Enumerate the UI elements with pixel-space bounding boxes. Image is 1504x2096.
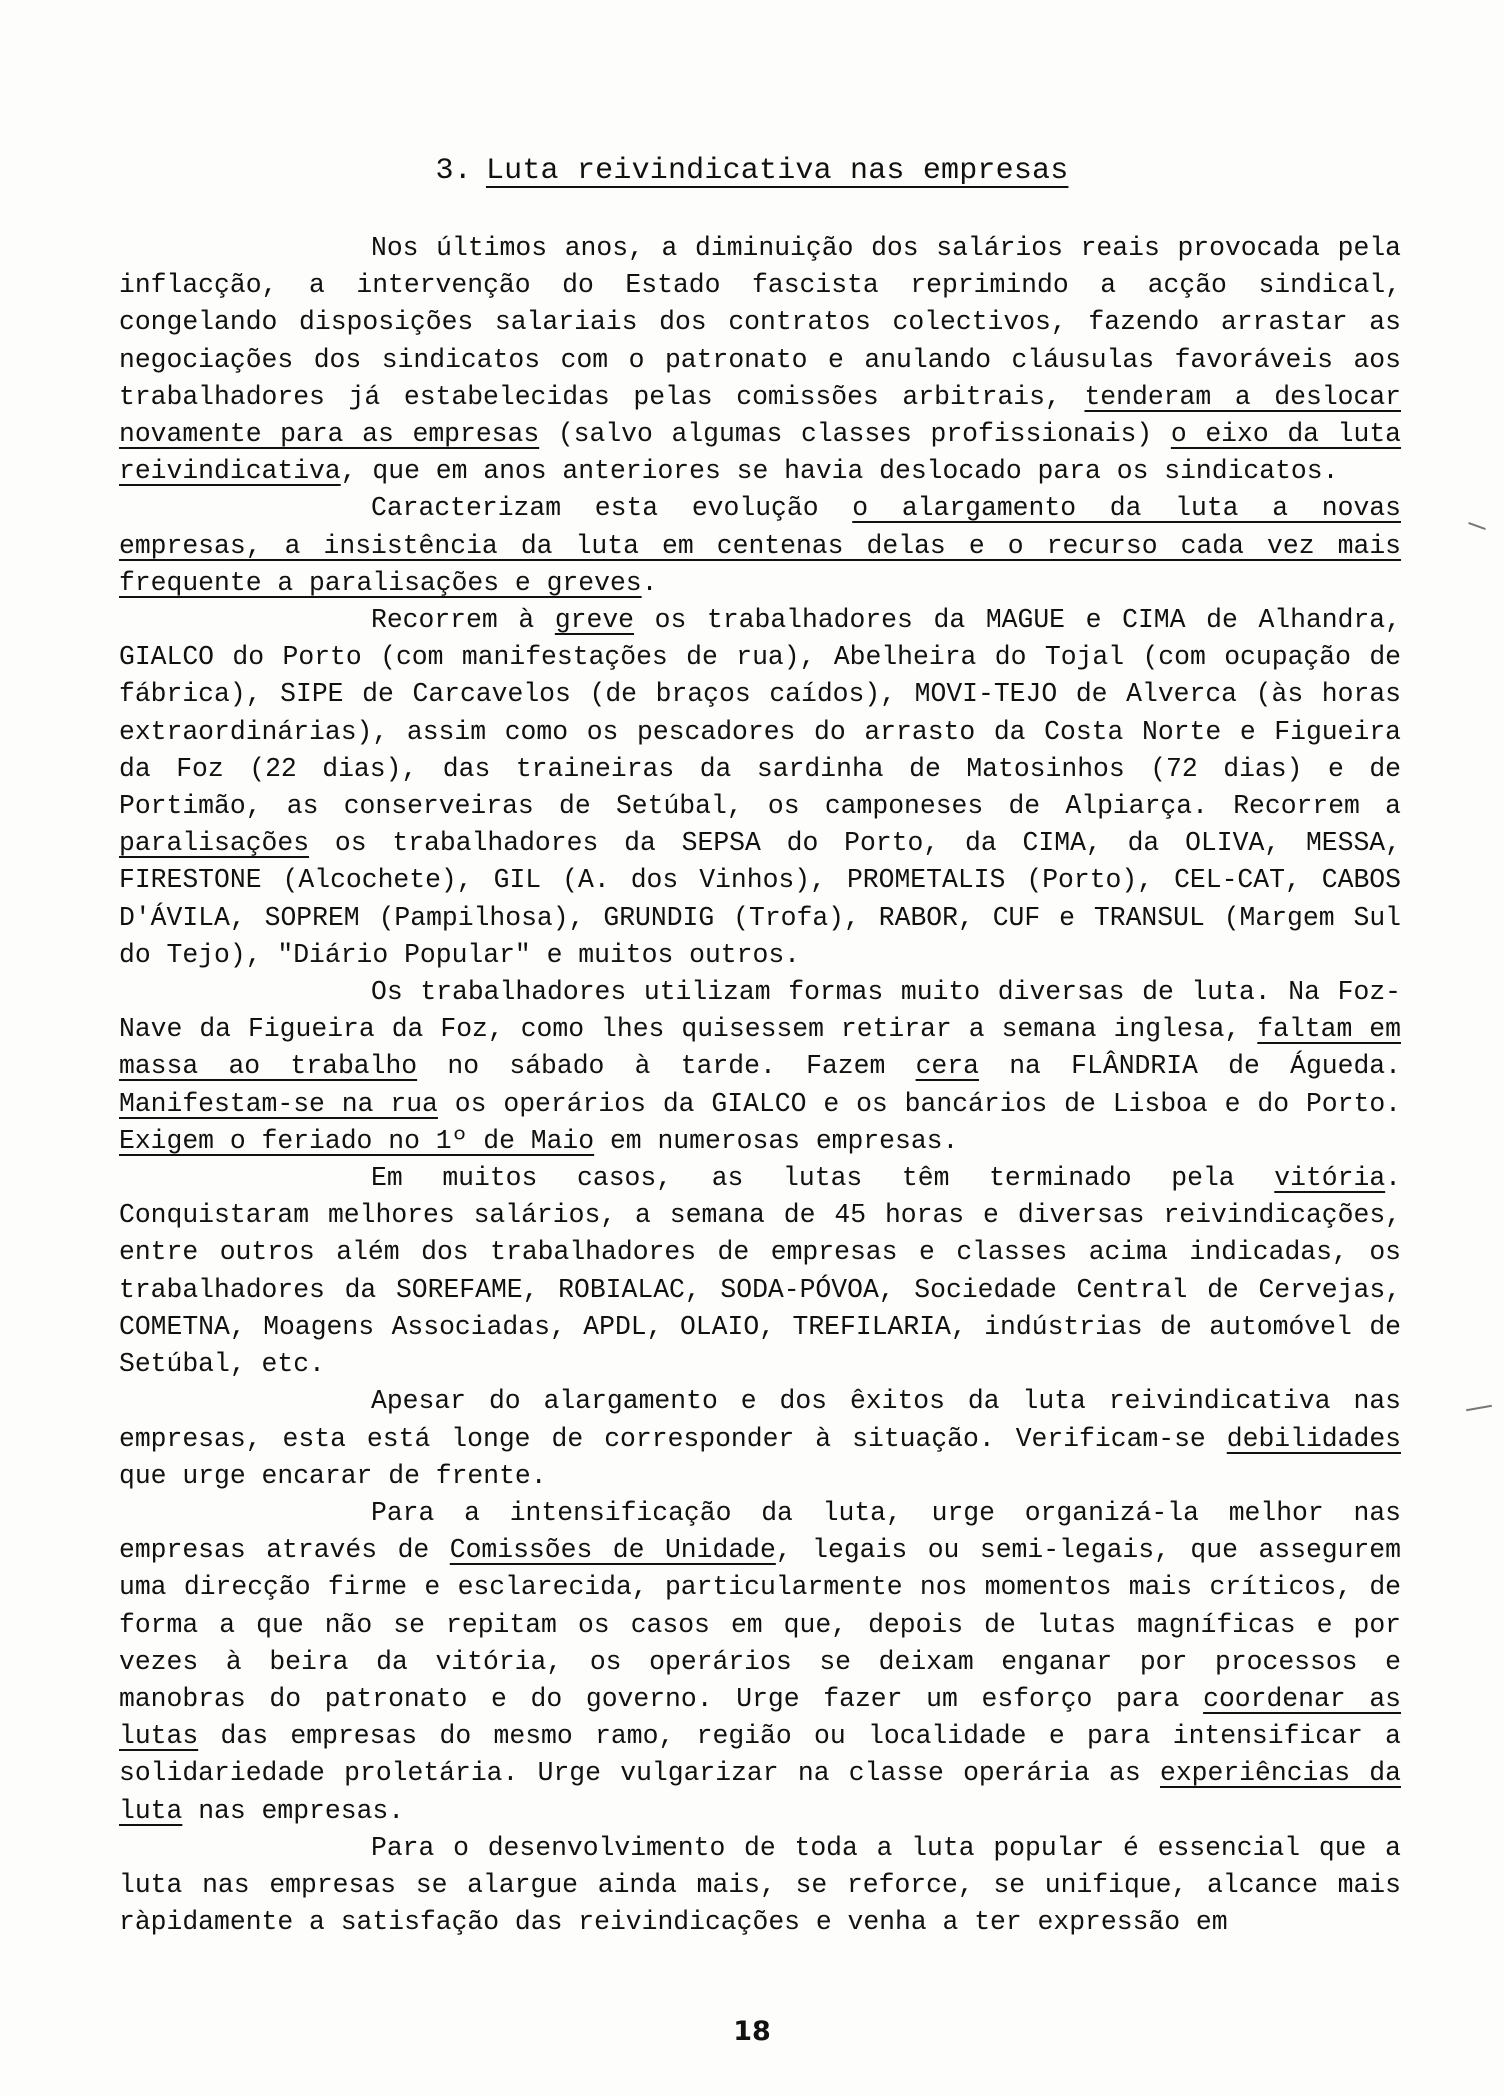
text-run: no sábado à tarde. Fazem bbox=[417, 1051, 916, 1082]
text-run: os trabalhadores da MAGUE e CIMA de Alhandra, GIALCO do Porto (com manifestações de rua), Abelheira do Tojal (com ocupação de fábrica), SIPE de Carcavelos (de braços caídos), MOVI-TEJO de Alverca (às horas extraordinárias), assim como os pescadores do arrasto da Costa Norte e Figueira da Foz (22 dias), das traineiras da sardinha de Matosinhos (72 dias) e de Portimão, as conserveiras de Setúbal, os camponeses de Alpiarça. Recorrem a bbox=[119, 605, 1401, 822]
text-run: , legais ou semi-legais, que assegurem uma direcção firme e esclarecida, particularmente nos momentos mais críticos, de forma a que não se repitam os casos em que, depois de lutas magníficas e por vezes à beira da vitória, os operários se deixam enganar por processos e manobras do patronato e do governo. Urge fazer um esforço para bbox=[119, 1535, 1401, 1714]
paragraph bbox=[119, 230, 1401, 490]
text-run: Recorrem à bbox=[371, 605, 555, 636]
underlined-phrase: o alargamento da luta a novas empresas, a insistência da luta em centenas delas e o recurso cada vez mais frequente a paralisações e greves bbox=[119, 493, 1401, 598]
paragraph bbox=[119, 602, 1401, 974]
text-run: (salvo algumas classes profissionais) bbox=[539, 419, 1171, 450]
underlined-phrase: o eixo da luta reivindicativa bbox=[119, 419, 1401, 487]
text-run: em numerosas empresas. bbox=[594, 1125, 959, 1156]
paragraph bbox=[119, 1160, 1401, 1383]
text-run: Para a intensificação da luta, urge organizá-la melhor nas empresas através de bbox=[119, 1497, 1401, 1566]
text-run: que urge encarar de frente. bbox=[119, 1460, 547, 1491]
underlined-phrase: faltam em massa ao trabalho bbox=[119, 1014, 1401, 1082]
underlined-phrase: Manifestam-se na rua bbox=[119, 1088, 438, 1119]
section-number: 3. bbox=[435, 154, 472, 188]
underlined-phrase: coordenar as lutas bbox=[119, 1683, 1402, 1752]
text-run: Em muitos casos, as lutas têm terminado pela bbox=[371, 1163, 1275, 1194]
body-text bbox=[119, 230, 1401, 1941]
underlined-phrase: paralisações bbox=[119, 828, 310, 859]
underlined-phrase: Exigem o feriado no 1º de Maio bbox=[119, 1125, 595, 1156]
underlined-phrase: cera bbox=[915, 1051, 979, 1082]
text-run: Caracterizam esta evolução bbox=[371, 493, 853, 524]
text-run: Nos últimos anos, a diminuição dos salários reais provocada pela inflacção, a intervenção do Estado fascista reprimindo a acção sindical, congelando disposições salariais dos contratos colectivos, fazendo arrastar as negociações dos sindicatos com o patronato e anulando cláusulas favoráveis aos trabalhadores já estabelecidas pelas comissões arbitrais, bbox=[119, 233, 1401, 412]
margin-mark bbox=[1468, 522, 1486, 530]
section-title: Luta reivindicativa nas empresas bbox=[485, 154, 1069, 188]
text-run: . Conquistaram melhores salários, a semana de 45 horas e diversas reivindicações, entre outros além dos trabalhadores de empresas e classes acima indicadas, os trabalhadores da SOREFAME, ROBIALAC, SODA-PÓVOA, Sociedade Central de Cervejas, COMETNA, Moagens Associadas, APDL, OLAIO, TREFILARIA, indústrias de automóvel de Setúbal, etc. bbox=[119, 1163, 1401, 1380]
text-run: os operários da GIALCO e os bancários de Lisboa e do Porto. bbox=[437, 1088, 1401, 1119]
underlined-phrase: greve bbox=[554, 605, 635, 636]
text-run: Para o desenvolvimento de toda a luta popular é essencial que a luta nas empresas se alargue ainda mais, se reforce, se unifique, alcance mais ràpidamente a satisfação das reivindicações e venha a ter expressão em bbox=[119, 1832, 1401, 1938]
paragraph bbox=[119, 974, 1401, 1160]
margin-mark bbox=[1466, 1405, 1492, 1411]
text-run: das empresas do mesmo ramo, região ou localidade e para intensificar a solidariedade proletária. Urge vulgarizar na classe operária as bbox=[119, 1721, 1401, 1789]
underlined-phrase: experiências da luta bbox=[119, 1758, 1401, 1826]
text-run: nas empresas. bbox=[182, 1795, 405, 1826]
underlined-phrase: tenderam a deslocar novamente para as empresas bbox=[119, 381, 1402, 450]
text-run: . bbox=[641, 567, 658, 598]
underlined-phrase: vitória bbox=[1274, 1163, 1386, 1194]
text-run: , que em anos anteriores se havia deslocado para os sindicatos. bbox=[340, 456, 1339, 487]
paragraph bbox=[119, 1383, 1401, 1495]
paragraph bbox=[119, 1495, 1401, 1830]
text-run: os trabalhadores da SEPSA do Porto, da CIMA, da OLIVA, MESSA, FIRESTONE (Alcochete), GIL (A. dos Vinhos), PROMETALIS (Porto), CEL-CAT, CABOS D'ÁVILA, SOPREM (Pampilhosa), GRUNDIG (Trofa), RABOR, CUF e TRANSUL (Margem Sul do Tejo), "Diário Popular" e muitos outros. bbox=[119, 828, 1401, 970]
text-run: na FLÂNDRIA de Águeda. bbox=[978, 1051, 1401, 1082]
section-heading bbox=[0, 154, 1504, 188]
paragraph bbox=[119, 490, 1401, 602]
text-run: Apesar do alargamento e dos êxitos da luta reivindicativa nas empresas, esta está longe de corresponder à situação. Verificam-se bbox=[119, 1386, 1401, 1454]
paragraph bbox=[119, 1830, 1401, 1942]
underlined-phrase: Comissões de Unidade bbox=[449, 1535, 776, 1566]
underlined-phrase: debilidades bbox=[1226, 1423, 1401, 1454]
text-run: Os trabalhadores utilizam formas muito diversas de luta. Na Foz-Nave da Figueira da Foz, como lhes quisessem retirar a semana inglesa, bbox=[119, 977, 1401, 1045]
page-number: 18 bbox=[733, 2016, 771, 2047]
